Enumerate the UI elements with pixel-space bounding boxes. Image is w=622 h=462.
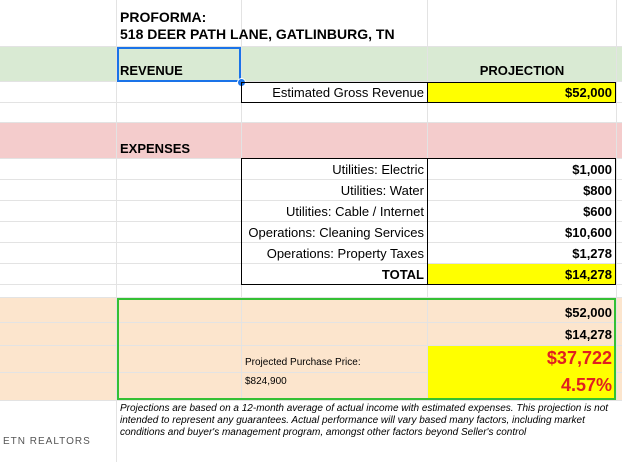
net-income-value: $37,722 [546, 348, 612, 368]
company-logo: ETN REALTORS [3, 436, 91, 447]
expense-row-value[interactable]: $800 [583, 183, 612, 198]
expense-row-value[interactable]: $1,278 [572, 246, 612, 261]
return-percentage: 4.57% [560, 375, 612, 395]
summary-revenue-value[interactable]: $52,000 [565, 305, 612, 320]
revenue-label: REVENUE [120, 63, 183, 78]
gross-revenue-value: $52,000 [565, 85, 612, 100]
purchase-price-label: Projected Purchase Price: [245, 357, 361, 368]
expense-row-label[interactable]: Utilities: Cable / Internet [285, 204, 424, 219]
property-address: 518 DEER PATH LANE, GATLINBURG, TN [120, 26, 395, 42]
expenses-label: EXPENSES [120, 141, 191, 156]
expense-row-label[interactable]: Utilities: Water [340, 183, 424, 198]
purchase-price-value[interactable]: $824,900 [245, 376, 287, 387]
projection-header: PROJECTION [479, 63, 565, 78]
summary-expense-value[interactable]: $14,278 [565, 327, 612, 342]
expense-label-block [241, 158, 428, 285]
expense-band [0, 122, 622, 158]
expense-row-label[interactable]: Utilities: Electric [332, 162, 424, 177]
expense-total-label[interactable]: TOTAL [381, 267, 424, 282]
sheet-title: PROFORMA: [120, 9, 207, 25]
disclaimer-text: Projections are based on a 12-month average of actual income with estimated expenses. This projection is not intended to represent any guarantees. Actual performance will vary based many factors, including market conditions and buyer's management program, amongst other factors beyond Seller's control [120, 403, 609, 438]
expense-row-value[interactable]: $600 [583, 204, 612, 219]
expense-row-label[interactable]: Operations: Property Taxes [266, 246, 424, 261]
expense-row-label[interactable]: Operations: Cleaning Services [248, 225, 424, 240]
expense-row-value[interactable]: $1,000 [572, 162, 612, 177]
gross-revenue-label: Estimated Gross Revenue [272, 85, 424, 100]
expense-total-value: $14,278 [565, 267, 612, 282]
expense-row-value[interactable]: $10,600 [565, 225, 612, 240]
